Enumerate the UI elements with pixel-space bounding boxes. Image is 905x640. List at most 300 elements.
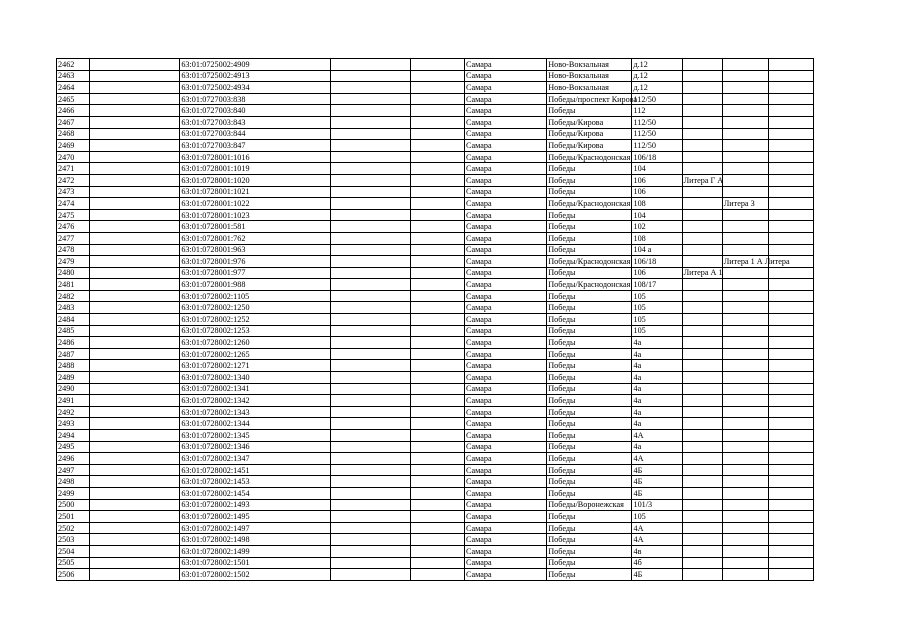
empty-cell	[410, 174, 464, 186]
street-cell: Победы/Краснодонская	[548, 256, 631, 266]
house-cell: 106/18	[632, 151, 682, 163]
note2-cell: Литера 1 А Литера	[723, 256, 790, 266]
house-cell: 4А	[632, 534, 682, 546]
empty-cell	[330, 545, 410, 557]
street-cell: Победы/Краснодонская	[548, 152, 631, 162]
empty-cell	[330, 174, 410, 186]
table-row	[57, 557, 814, 569]
empty-cell	[768, 116, 813, 128]
cadastral-number-cell: 63:01:0728001:1016	[180, 151, 330, 163]
cadastral-number-cell: 63:01:0728001:1020	[180, 174, 330, 186]
note2-cell	[722, 93, 768, 105]
note-cell	[682, 244, 722, 256]
empty-cell	[330, 348, 410, 360]
street-cell: Победы/Воронежская	[547, 499, 632, 511]
empty-cell	[330, 128, 410, 140]
note2-cell	[722, 395, 768, 407]
empty-cell	[768, 186, 813, 198]
city-cell: Самара	[465, 232, 547, 244]
note2-cell	[722, 522, 768, 534]
empty-cell	[410, 232, 464, 244]
note2-cell	[722, 499, 768, 511]
empty-cell	[90, 267, 180, 279]
cadastral-number-cell: 63:01:0725002:4909	[180, 59, 330, 71]
empty-cell	[90, 221, 180, 233]
house-cell: 112/50	[632, 140, 682, 152]
city-cell: Самара	[465, 59, 547, 71]
house-cell: д.12	[632, 59, 682, 71]
empty-cell	[330, 499, 410, 511]
table-row	[57, 232, 814, 244]
street-cell: Победы	[547, 186, 632, 198]
note-cell	[682, 82, 722, 94]
row-number-cell: 2506	[57, 569, 90, 581]
row-number-cell: 2474	[57, 198, 90, 210]
empty-cell	[768, 383, 813, 395]
empty-cell	[410, 522, 464, 534]
empty-cell	[330, 59, 410, 71]
row-number-cell: 2471	[57, 163, 90, 175]
row-number-cell: 2469	[57, 140, 90, 152]
cadastral-number-cell: 63:01:0728001:1022	[180, 198, 330, 210]
row-number-cell: 2487	[57, 348, 90, 360]
table-row	[57, 464, 814, 476]
registry-table	[56, 58, 814, 581]
table-row	[57, 441, 814, 453]
empty-cell	[410, 487, 464, 499]
empty-cell	[410, 267, 464, 279]
empty-cell	[90, 464, 180, 476]
empty-cell	[90, 569, 180, 581]
house-cell: 4а	[632, 406, 682, 418]
table-row	[57, 348, 814, 360]
city-cell: Самара	[465, 82, 547, 94]
empty-cell	[410, 314, 464, 326]
empty-cell	[410, 348, 464, 360]
city-cell: Самара	[465, 267, 547, 279]
table-row	[57, 569, 814, 581]
row-number-cell: 2480	[57, 267, 90, 279]
note2-cell	[722, 209, 768, 221]
empty-cell	[768, 244, 813, 256]
cadastral-number-cell: 63:01:0728002:1345	[180, 430, 330, 442]
city-cell: Самара	[465, 487, 547, 499]
note2-cell	[722, 163, 768, 175]
empty-cell	[768, 418, 813, 430]
table-row	[57, 383, 814, 395]
city-cell: Самара	[465, 151, 547, 163]
street-cell: Победы	[547, 453, 632, 465]
empty-cell	[768, 174, 813, 186]
house-cell: 4а	[632, 395, 682, 407]
cadastral-number-cell: 63:01:0728002:1341	[180, 383, 330, 395]
note-cell	[682, 453, 722, 465]
note-cell	[682, 360, 722, 372]
empty-cell	[90, 232, 180, 244]
empty-cell	[330, 360, 410, 372]
row-number-cell: 2493	[57, 418, 90, 430]
city-cell: Самара	[465, 256, 547, 268]
street-cell: Победы	[547, 534, 632, 546]
cadastral-number-cell: 63:01:0728001:988	[180, 279, 330, 291]
empty-cell	[330, 418, 410, 430]
empty-cell	[90, 128, 180, 140]
empty-cell	[410, 209, 464, 221]
cadastral-number-cell: 63:01:0728002:1493	[180, 499, 330, 511]
note2-cell	[722, 406, 768, 418]
house-cell: 104	[632, 209, 682, 221]
empty-cell	[768, 522, 813, 534]
empty-cell	[90, 70, 180, 82]
row-number-cell: 2468	[57, 128, 90, 140]
house-cell: 108	[632, 198, 682, 210]
note2-cell	[722, 221, 768, 233]
empty-cell	[768, 140, 813, 152]
row-number-cell: 2476	[57, 221, 90, 233]
house-cell: 4А	[632, 522, 682, 534]
house-cell: 102	[632, 221, 682, 233]
empty-cell	[768, 430, 813, 442]
row-number-cell: 2483	[57, 302, 90, 314]
city-cell: Самара	[465, 453, 547, 465]
empty-cell	[90, 279, 180, 291]
empty-cell	[330, 372, 410, 384]
note-cell	[682, 569, 722, 581]
street-cell: Победы	[547, 522, 632, 534]
empty-cell	[330, 290, 410, 302]
row-number-cell: 2475	[57, 209, 90, 221]
city-cell: Самара	[465, 279, 547, 291]
row-number-cell: 2465	[57, 93, 90, 105]
note-cell	[682, 105, 722, 117]
table-row	[57, 499, 814, 511]
empty-cell	[90, 337, 180, 349]
empty-cell	[410, 151, 464, 163]
empty-cell	[410, 430, 464, 442]
city-cell: Самара	[465, 511, 547, 523]
empty-cell	[410, 221, 464, 233]
cadastral-number-cell: 63:01:0727003:844	[180, 128, 330, 140]
street-cell: Победы	[547, 105, 632, 117]
house-cell: 112/50	[632, 128, 682, 140]
row-number-cell: 2490	[57, 383, 90, 395]
row-number-cell: 2484	[57, 314, 90, 326]
empty-cell	[410, 325, 464, 337]
cadastral-number-cell: 63:01:0728001:762	[180, 232, 330, 244]
empty-cell	[330, 383, 410, 395]
table-row	[57, 128, 814, 140]
table-row	[57, 140, 814, 152]
note2-cell	[722, 372, 768, 384]
city-cell: Самара	[465, 105, 547, 117]
note2-cell	[722, 140, 768, 152]
row-number-cell: 2489	[57, 372, 90, 384]
street-cell: Победы	[547, 267, 632, 279]
empty-cell	[330, 186, 410, 198]
table-row	[57, 244, 814, 256]
house-cell: 4Б	[632, 476, 682, 488]
note2-cell	[722, 290, 768, 302]
city-cell: Самара	[465, 70, 547, 82]
cadastral-number-cell: 63:01:0725002:4913	[180, 70, 330, 82]
cadastral-number-cell: 63:01:0728002:1347	[180, 453, 330, 465]
empty-cell	[410, 290, 464, 302]
empty-cell	[410, 511, 464, 523]
cadastral-number-cell: 63:01:0727003:847	[180, 140, 330, 152]
empty-cell	[410, 395, 464, 407]
empty-cell	[410, 464, 464, 476]
empty-cell	[90, 198, 180, 210]
street-cell: Победы	[547, 406, 632, 418]
note2-cell	[722, 302, 768, 314]
table-row	[57, 360, 814, 372]
street-cell: Победы	[547, 545, 632, 557]
row-number-cell: 2462	[57, 59, 90, 71]
empty-cell	[768, 267, 813, 279]
empty-cell	[330, 163, 410, 175]
empty-cell	[410, 453, 464, 465]
table-row	[57, 163, 814, 175]
cadastral-number-cell: 63:01:0728002:1454	[180, 487, 330, 499]
note2-cell: Литера З	[722, 198, 768, 210]
empty-cell	[768, 348, 813, 360]
row-number-cell: 2496	[57, 453, 90, 465]
empty-cell	[410, 93, 464, 105]
note2-cell	[722, 487, 768, 499]
note2-cell	[722, 557, 768, 569]
city-cell: Самара	[465, 163, 547, 175]
street-cell: Победы	[547, 476, 632, 488]
note-cell	[682, 325, 722, 337]
empty-cell	[768, 151, 813, 163]
empty-cell	[410, 140, 464, 152]
city-cell: Самара	[465, 325, 547, 337]
empty-cell	[768, 545, 813, 557]
empty-cell	[768, 302, 813, 314]
row-number-cell: 2482	[57, 290, 90, 302]
empty-cell	[90, 395, 180, 407]
empty-cell	[90, 105, 180, 117]
city-cell: Самара	[465, 198, 547, 210]
city-cell: Самара	[465, 406, 547, 418]
cadastral-number-cell: 63:01:0728002:1502	[180, 569, 330, 581]
registry-table-body	[57, 59, 814, 581]
empty-cell	[410, 256, 464, 268]
row-number-cell: 2477	[57, 232, 90, 244]
table-row	[57, 256, 814, 268]
note-cell	[682, 395, 722, 407]
house-cell: 104 а	[632, 244, 682, 256]
street-cell: Победы/Кирова	[547, 140, 632, 152]
empty-cell	[330, 314, 410, 326]
house-cell: 104	[632, 163, 682, 175]
note2-cell	[722, 267, 768, 279]
row-number-cell: 2466	[57, 105, 90, 117]
street-cell: Победы/Краснодонская	[548, 198, 631, 208]
city-cell: Самара	[465, 140, 547, 152]
note2-cell	[722, 464, 768, 476]
empty-cell	[410, 557, 464, 569]
empty-cell	[768, 128, 813, 140]
cadastral-number-cell: 63:01:0728001:581	[180, 221, 330, 233]
empty-cell	[90, 418, 180, 430]
city-cell: Самара	[465, 545, 547, 557]
city-cell: Самара	[465, 476, 547, 488]
street-cell: Победы	[547, 290, 632, 302]
note-cell	[682, 557, 722, 569]
note2-cell	[722, 244, 768, 256]
note2-cell	[722, 128, 768, 140]
street-cell: Победы/Кирова	[547, 128, 632, 140]
empty-cell	[90, 325, 180, 337]
city-cell: Самара	[465, 314, 547, 326]
row-number-cell: 2481	[57, 279, 90, 291]
street-cell: Победы	[547, 174, 632, 186]
table-row	[57, 93, 814, 105]
row-number-cell: 2488	[57, 360, 90, 372]
street-cell: Победы	[547, 325, 632, 337]
empty-cell	[330, 209, 410, 221]
empty-cell	[330, 140, 410, 152]
cadastral-number-cell: 63:01:0725002:4934	[180, 82, 330, 94]
note2-cell	[722, 325, 768, 337]
city-cell: Самара	[465, 430, 547, 442]
empty-cell	[90, 186, 180, 198]
house-cell: 105	[632, 314, 682, 326]
city-cell: Самара	[465, 360, 547, 372]
empty-cell	[330, 487, 410, 499]
note-cell	[682, 116, 722, 128]
empty-cell	[90, 59, 180, 71]
city-cell: Самара	[465, 348, 547, 360]
house-cell: 4а	[632, 383, 682, 395]
empty-cell	[410, 372, 464, 384]
table-row	[57, 406, 814, 418]
empty-cell	[768, 476, 813, 488]
empty-cell	[768, 395, 813, 407]
house-cell: 105	[632, 325, 682, 337]
cadastral-number-cell: 63:01:0727003:838	[180, 93, 330, 105]
note2-cell	[722, 545, 768, 557]
row-number-cell: 2467	[57, 116, 90, 128]
cadastral-number-cell: 63:01:0728002:1499	[180, 545, 330, 557]
empty-cell	[90, 93, 180, 105]
note-cell	[682, 93, 722, 105]
house-cell: 106/18	[632, 256, 682, 268]
note2-cell	[722, 534, 768, 546]
empty-cell	[330, 464, 410, 476]
row-number-cell: 2470	[57, 151, 90, 163]
cadastral-number-cell: 63:01:0728002:1501	[180, 557, 330, 569]
note2-cell	[722, 360, 768, 372]
cadastral-number-cell: 63:01:0728002:1271	[180, 360, 330, 372]
note2-cell	[722, 82, 768, 94]
table-row	[57, 174, 814, 186]
row-number-cell: 2494	[57, 430, 90, 442]
street-cell: Победы	[547, 487, 632, 499]
table-row	[57, 279, 814, 291]
empty-cell	[90, 545, 180, 557]
note-cell	[682, 290, 722, 302]
empty-cell	[90, 140, 180, 152]
empty-cell	[330, 151, 410, 163]
cadastral-number-cell: 63:01:0728002:1346	[180, 441, 330, 453]
row-number-cell: 2492	[57, 406, 90, 418]
note2-cell	[722, 174, 768, 186]
cadastral-number-cell: 63:01:0728002:1253	[180, 325, 330, 337]
street-cell: Победы/проспект Кирова	[548, 94, 638, 104]
empty-cell	[410, 186, 464, 198]
cadastral-number-cell: 63:01:0728002:1453	[180, 476, 330, 488]
street-cell: Победы	[547, 209, 632, 221]
street-cell: Победы/Кирова	[547, 116, 632, 128]
house-cell: 4Б	[632, 464, 682, 476]
cadastral-number-cell: 63:01:0728002:1343	[180, 406, 330, 418]
note-cell	[682, 59, 722, 71]
table-row	[57, 395, 814, 407]
empty-cell	[330, 511, 410, 523]
cadastral-number-cell: 63:01:0728002:1342	[180, 395, 330, 407]
note-cell	[682, 302, 722, 314]
note-cell	[682, 476, 722, 488]
city-cell: Самара	[465, 128, 547, 140]
house-cell: 4а	[632, 418, 682, 430]
street-cell: Победы	[547, 383, 632, 395]
empty-cell	[90, 174, 180, 186]
house-cell: д.12	[632, 70, 682, 82]
row-number-cell: 2497	[57, 464, 90, 476]
house-cell: д.12	[632, 82, 682, 94]
empty-cell	[768, 209, 813, 221]
note-cell	[682, 163, 722, 175]
row-number-cell: 2503	[57, 534, 90, 546]
house-cell: 105	[632, 290, 682, 302]
empty-cell	[410, 59, 464, 71]
row-number-cell: 2478	[57, 244, 90, 256]
empty-cell	[330, 232, 410, 244]
empty-cell	[330, 93, 410, 105]
empty-cell	[768, 279, 813, 291]
note-cell	[682, 499, 722, 511]
table-row	[57, 545, 814, 557]
note-cell	[682, 221, 722, 233]
row-number-cell: 2495	[57, 441, 90, 453]
street-cell: Ново-Вокзальная	[547, 59, 632, 71]
street-cell: Победы	[547, 221, 632, 233]
row-number-cell: 2486	[57, 337, 90, 349]
empty-cell	[90, 453, 180, 465]
note2-cell	[722, 105, 768, 117]
cadastral-number-cell: 63:01:0728002:1252	[180, 314, 330, 326]
note-cell	[682, 534, 722, 546]
street-cell: Победы	[547, 557, 632, 569]
empty-cell	[768, 464, 813, 476]
empty-cell	[330, 534, 410, 546]
house-cell: 4Б	[632, 487, 682, 499]
empty-cell	[330, 476, 410, 488]
empty-cell	[330, 430, 410, 442]
note2-cell	[722, 476, 768, 488]
empty-cell	[768, 487, 813, 499]
street-cell: Победы	[547, 348, 632, 360]
empty-cell	[410, 418, 464, 430]
table-row	[57, 116, 814, 128]
table-row	[57, 534, 814, 546]
empty-cell	[410, 545, 464, 557]
empty-cell	[768, 534, 813, 546]
empty-cell	[768, 406, 813, 418]
city-cell: Самара	[465, 221, 547, 233]
